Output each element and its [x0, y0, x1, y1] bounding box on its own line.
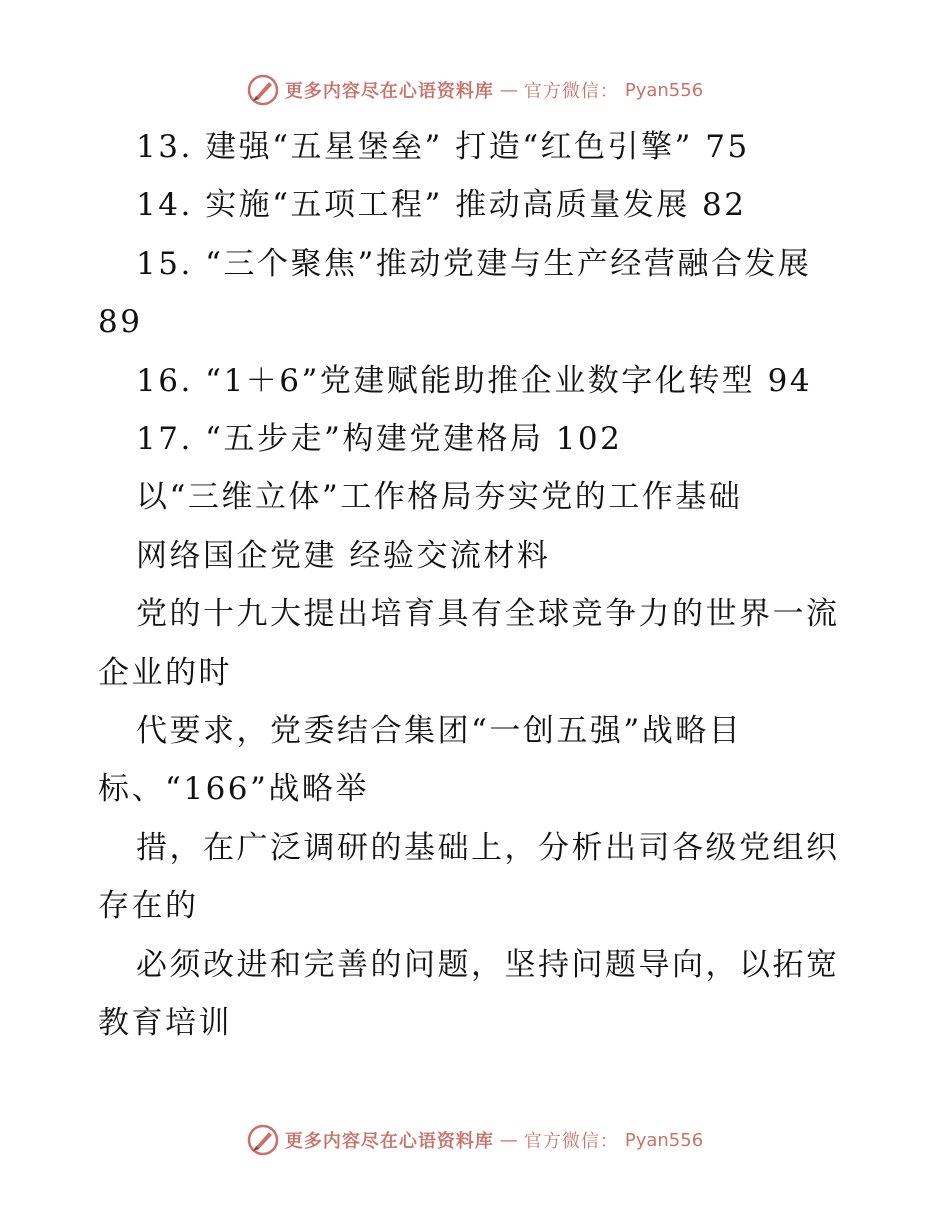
paragraph-line: 代要求，党委结合集团“一创五强”战略目	[136, 713, 743, 750]
wechat-label: 官方微信：	[523, 81, 619, 102]
paragraph-line: 存在的	[98, 888, 199, 925]
toc-entry-14: 14. 实施“五项工程” 推动高质量发展 82	[136, 187, 747, 224]
site-name: 更多内容尽在心语资料库	[284, 1131, 494, 1152]
paragraph-line: 标、“166”战略举	[98, 771, 369, 808]
banner-separator: —	[499, 79, 518, 101]
paragraph-line: 企业的时	[98, 654, 232, 691]
footer-watermark	[0, 1118, 950, 1162]
banner-separator: —	[499, 1129, 518, 1151]
paragraph-line: 必须改进和完善的问题，坚持问题导向，以拓宽	[136, 946, 840, 983]
wechat-label: 官方微信：	[523, 1131, 619, 1152]
wechat-handle: Pyan556	[624, 79, 704, 101]
header-watermark	[0, 68, 950, 112]
toc-entry-15: 15. “三个聚焦”推动党建与生产经营融合发展	[136, 245, 812, 282]
wechat-handle: Pyan556	[624, 1129, 704, 1151]
paragraph-line: 措，在广泛调研的基础上，分析出司各级党组织	[136, 829, 840, 866]
article-title: 以“三维立体”工作格局夯实党的工作基础	[136, 479, 743, 516]
toc-entry-17: 17. “五步走”构建党建格局 102	[136, 421, 623, 458]
paragraph-line: 党的十九大提出培育具有全球竞争力的世界一流	[136, 596, 840, 633]
site-name: 更多内容尽在心语资料库	[284, 81, 494, 102]
pen-logo-icon	[247, 74, 279, 106]
article-source: 网络国企党建 经验交流材料	[136, 537, 551, 574]
toc-entry-15-page: 89	[98, 304, 143, 341]
toc-entry-16: 16. “1＋6”党建赋能助推企业数字化转型 94	[136, 362, 813, 399]
document-body	[98, 118, 858, 1053]
pen-logo-icon	[247, 1124, 279, 1156]
toc-entry-13: 13. 建强“五星堡垒” 打造“红色引擎” 75	[136, 129, 750, 165]
paragraph-line: 教育培训	[98, 1005, 232, 1042]
